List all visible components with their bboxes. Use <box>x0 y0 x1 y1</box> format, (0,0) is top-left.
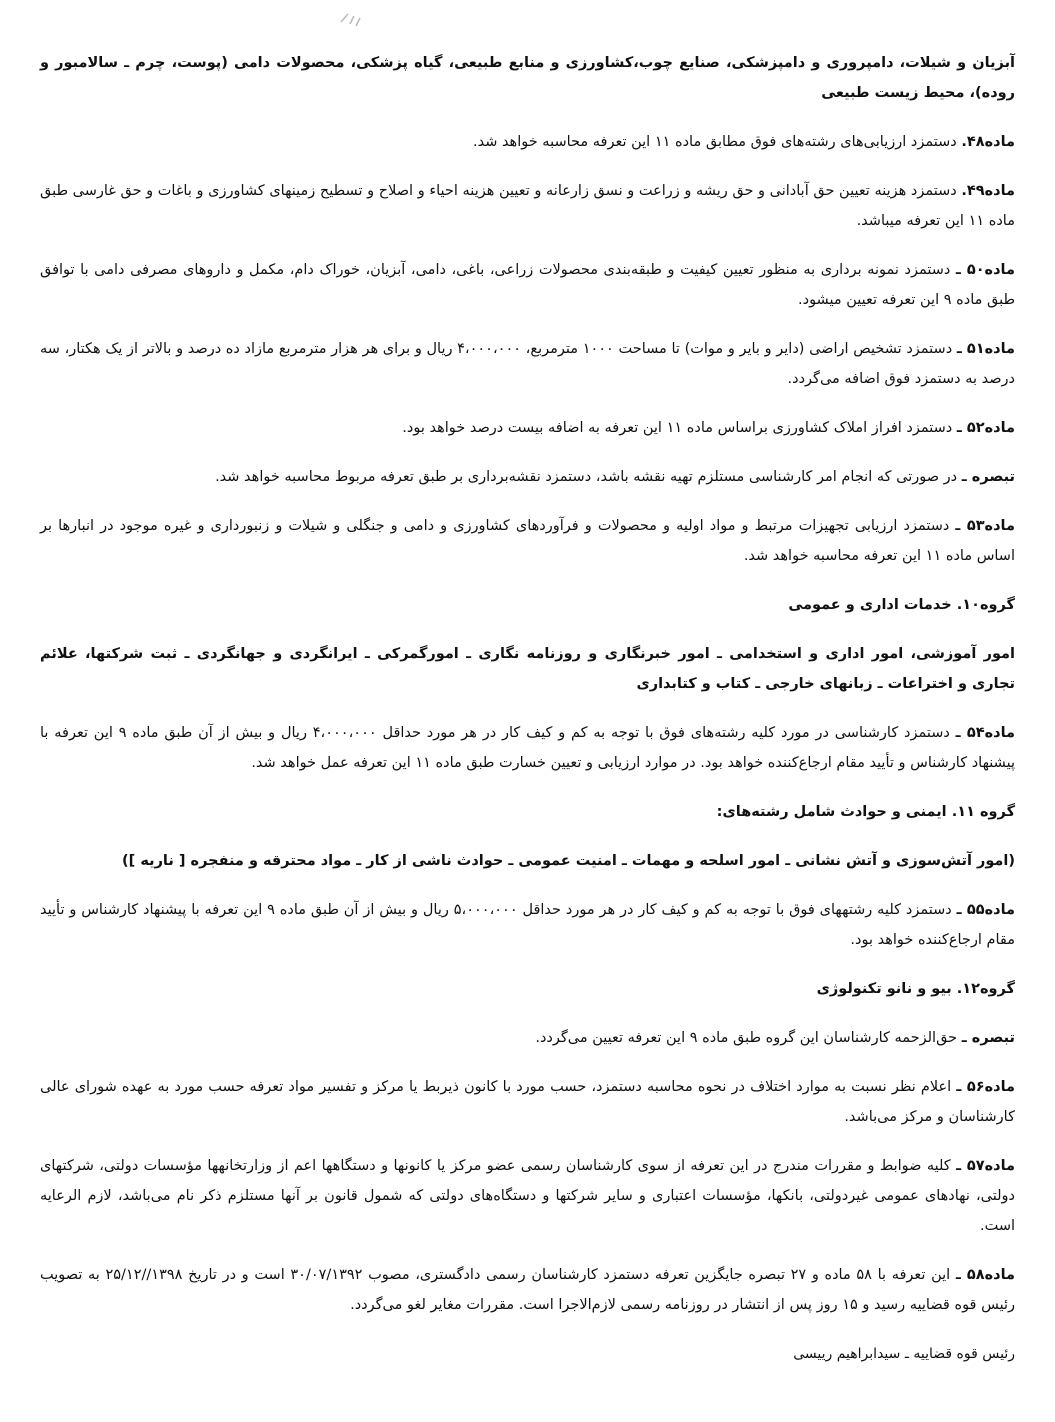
article-56-text: اعلام نظر نسبت به موارد اختلاف در نحوه محاسبه دستمزد، حسب مورد با کانون ذیربط یا مرکز و تفسیر مواد تعرفه حسب مورد به عهده شورای عالی کارشناسان و مرکز می‌باشد. <box>40 1079 1015 1125</box>
article-54-text: دستمزد کارشناسی در مورد کلیه رشته‌های فوق با توجه به کم و کیف کار در هر مورد حداقل ۴،۰۰۰،۰۰۰ ریال و بیش از آن طبق ماده ۹ این تعرفه با پیشنهاد کارشناس و تأیید مقام ارجاع‌کننده خواهد بود. در موارد ارزیابی و تعیین خسارت طبق ماده ۱۱ این تعرفه عمل خواهد شد. <box>40 725 1015 771</box>
article-56 <box>40 1072 1015 1132</box>
article-52-lead: ماده۵۲ ـ <box>956 420 1015 436</box>
article-48 <box>40 127 1015 157</box>
article-50-text: دستمزد نمونه برداری به منظور تعیین کیفیت و طبقه‌بندی محصولات زراعی، باغی، دامی، آبزیان، خوراک دام، مکمل و داروهای مصرفی دامی با توافق طبق ماده ۹ این تعرفه تعیین میشود. <box>40 262 1015 308</box>
scan-mark <box>338 10 368 30</box>
article-54 <box>40 718 1015 778</box>
article-55-lead: ماده۵۵ ـ <box>956 902 1015 918</box>
group-11-heading: گروه ۱۱. ایمنی و حوادث شامل رشته‌های: <box>716 804 1015 820</box>
article-49-lead: ماده۴۹. <box>961 183 1015 199</box>
article-58-lead: ماده۵۸ ـ <box>955 1267 1016 1283</box>
group-10-fields: امور آموزشی، امور اداری و استخدامی ـ امور خبرنگاری و روزنامه نگاری ـ امورگمرکی ـ ایرانگردی و جهانگردی ـ ثبت شرکتها، علائم تجاری و اختراعات ـ زبانهای خارجی ـ کتاب و کتابداری <box>40 646 1015 692</box>
article-51 <box>40 334 1015 394</box>
intro-fields: آبزیان و شیلات، دامپروری و دامپزشکی، صنایع چوب،کشاورزی و منابع طبیعی، گیاه پزشکی، محصولات دامی (پوست، چرم ـ سالامبور و روده)، محیط زیست طبیعی <box>40 55 1015 101</box>
article-50 <box>40 255 1015 315</box>
article-49-text: دستمزد هزینه تعیین حق آبادانی و حق ریشه و زراعت و نسق زارعانه و تعیین هزینه احیاء و اصلاح و تسطیح زمینهای کشاورزی و باغات و حق غارسی طبق ماده ۱۱ این تعرفه میباشد. <box>40 183 1015 229</box>
article-49 <box>40 176 1015 236</box>
article-52-text: دستمزد افراز املاک کشاورزی براساس ماده ۱۱ این تعرفه به اضافه بیست درصد خواهد بود. <box>402 420 957 436</box>
article-51-text: دستمزد تشخیص اراضی (دایر و بایر و موات) تا مساحت ۱۰۰۰ مترمربع، ۴،۰۰۰،۰۰۰ ریال و برای هر هزار مترمربع مازاد ده درصد و بالاتر از یک هکتار، سه درصد به دستمزد فوق اضافه می‌گردد. <box>40 341 1015 387</box>
article-53-text: دستمزد ارزیابی تجهیزات مرتبط و مواد اولیه و محصولات و فرآوردهای کشاورزی و دامی و جنگلی و شیلات و زنبورداری و غیره موجود در انبارها بر اساس ماده ۱۱ این تعرفه محاسبه خواهد شد. <box>40 518 1015 564</box>
article-48-text: دستمزد ارزیابی‌های رشته‌های فوق مطابق ماده ۱۱ این تعرفه محاسبه خواهد شد. <box>472 134 962 150</box>
article-57 <box>40 1151 1015 1241</box>
article-51-lead: ماده۵۱ ـ <box>956 341 1015 357</box>
article-58-text: این تعرفه با ۵۸ ماده و ۲۷ تبصره جایگزین تعرفه دستمزد کارشناسان رسمی دادگستری، مصوب ۳۰/۰۷/۱۳۹۲ است و در تاریخ ۱۳۹۸//۲۵/۱۲ به تصویب رئیس قوه قضاییه رسید و ۱۵ روز پس از انتشار در روزنامه رسمی لازم‌الاجرا است. مقررات مغایر لغو می‌گردد. <box>40 1267 1015 1313</box>
article-54-lead: ماده۵۴ ـ <box>955 725 1015 741</box>
note-1-lead: تبصره ـ <box>961 469 1015 485</box>
note-2-lead: تبصره ـ <box>961 1030 1015 1046</box>
note-1 <box>40 462 1015 492</box>
article-55-text: دستمزد کلیه رشتههای فوق با توجه به کم و کیف کار در هر مورد حداقل ۵،۰۰۰،۰۰۰ ریال و بیش از آن طبق ماده ۹ این تعرفه با پیشنهاد کارشناس و تأیید مقام ارجاع‌کننده خواهد بود. <box>40 902 1015 948</box>
article-48-lead: ماده۴۸. <box>961 134 1015 150</box>
article-53-lead: ماده۵۳ ـ <box>955 518 1015 534</box>
article-55 <box>40 895 1015 955</box>
article-52 <box>40 413 1015 443</box>
document-page <box>40 48 1015 1383</box>
group-10-heading: گروه۱۰. خدمات اداری و عمومی <box>788 597 1015 613</box>
article-57-lead: ماده۵۷ ـ <box>956 1158 1015 1174</box>
article-57-text: کلیه ضوابط و مقررات مندرج در این تعرفه از سوی کارشناسان رسمی عضو مرکز یا کانونها و دستگاهها اعم از وزارتخانهها مؤسسات دولتی، شرکتهای دولتی، نهادهای عمومی غیردولتی، بانکها، مؤسسات اعتباری و سایر شرکتها و دستگاه‌های دولتی که شمول قانون بر آنها مستلزم ذکر نام می‌باشد، لازم الرعایه است. <box>40 1158 1015 1234</box>
note-2-text: حق‌الزحمه کارشناسان این گروه طبق ماده ۹ این تعرفه تعیین می‌گردد. <box>535 1030 962 1046</box>
article-56-lead: ماده۵۶ ـ <box>956 1079 1015 1095</box>
article-50-lead: ماده۵۰ ـ <box>955 262 1015 278</box>
article-58 <box>40 1260 1015 1320</box>
group-12-heading: گروه۱۲. بیو و نانو تکنولوژی <box>816 981 1015 997</box>
note-1-text: در صورتی که انجام امر کارشناسی مستلزم تهیه نقشه باشد، دستمزد نقشه‌برداری بر طبق تعرفه مربوط محاسبه خواهد شد. <box>215 469 962 485</box>
article-53 <box>40 511 1015 571</box>
signature-line: رئیس قوه قضاییه ـ سیدابراهیم رییسی <box>793 1346 1015 1362</box>
group-11-fields: (امور آتش‌سوزی و آتش نشانی ـ امور اسلحه و مهمات ـ امنیت عمومی ـ حوادث ناشی از کار ـ مواد محترقه و منفجره [ ناریه ]) <box>122 853 1015 869</box>
note-2 <box>40 1023 1015 1053</box>
